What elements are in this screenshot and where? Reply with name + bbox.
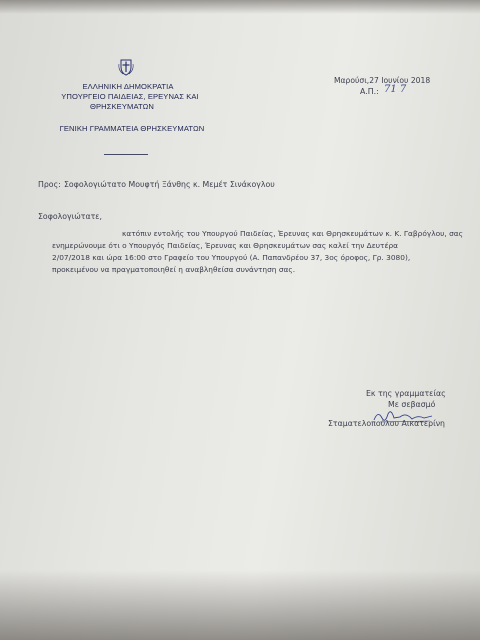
page-shadow-top	[0, 0, 480, 14]
body-line: προκειμένου να πραγματοποιηθεί η αναβληθείσα συνάντηση σας.	[52, 265, 296, 274]
place-date: Μαρούσι,27 Ιουνίου 2018	[334, 76, 431, 85]
signatory-name: Σταματελοπούλου Αικατερίνη	[328, 419, 446, 428]
letterhead-ministry-cont: ΘΡΗΣΚΕΥΜΑΤΩΝ	[89, 102, 155, 111]
body-line: 2/07/2018 και ώρα 16:00 στο Γραφείο του Υπουργού (Α. Παπανδρέου 37, 3ος όροφος, Γρ. 3080),	[52, 253, 411, 262]
protocol-label: Α.Π.:	[360, 87, 379, 96]
recipient-label: Προς:	[38, 180, 61, 189]
page-shadow-bottom	[0, 570, 480, 640]
letterhead-divider	[104, 154, 148, 155]
closing-respect: Με σεβασμό	[388, 400, 436, 409]
body-line: ενημερώνουμε ότι ο Υπουργός Παιδείας, Έρευνας και Θρησκευμάτων σας καλεί την Δευτέρα	[52, 241, 399, 250]
closing-from: Εκ της γραμματείας	[366, 389, 446, 398]
body-line: κατόπιν εντολής του Υπουργού Παιδείας, Έρευνας και Θρησκευμάτων κ. Κ. Γαβρόγλου, σας	[122, 229, 463, 238]
greek-coat-of-arms-icon	[118, 58, 134, 76]
protocol-number: 71 7	[384, 84, 407, 95]
recipient-name: Σοφολογιώτατο Μουφτή Ξάνθης κ. Μεμέτ Σινάκογλου	[64, 180, 275, 189]
salutation: Σοφολογιώτατε,	[38, 212, 102, 221]
letterhead-secretariat: ΓΕΝΙΚΗ ΓΡΑΜΜΑΤΕΙΑ ΘΡΗΣΚΕΥΜΑΤΩΝ	[59, 124, 205, 133]
letterhead-ministry: ΥΠΟΥΡΓΕΙΟ ΠΑΙΔΕΙΑΣ, ΕΡΕΥΝΑΣ ΚΑΙ	[61, 92, 199, 101]
letterhead-state: ΕΛΛΗΝΙΚΗ ΔΗΜΟΚΡΑΤΙΑ	[82, 82, 174, 91]
